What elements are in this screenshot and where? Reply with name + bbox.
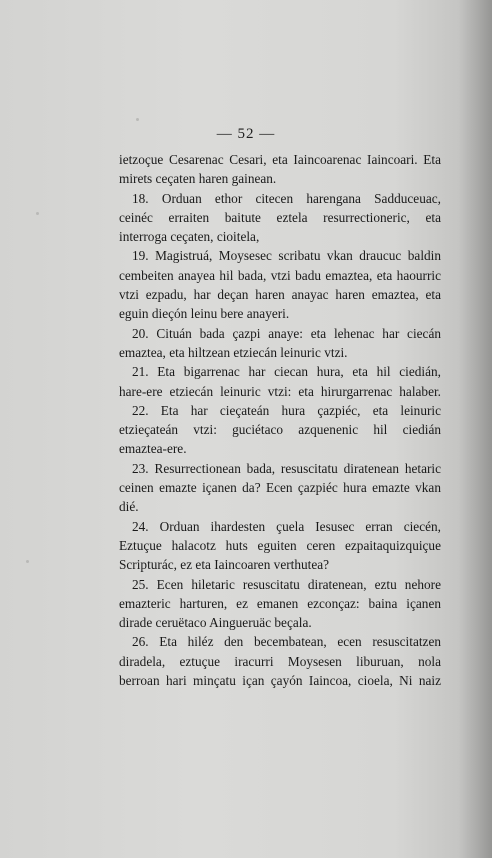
page-number: — 52 —	[216, 126, 276, 142]
text-line: emaztea, eta hiltzean etziecán leinuric vtzi.	[119, 344, 348, 360]
text-line: eguin dieçón leinu bere anayeri.	[119, 306, 290, 322]
text-line: hare-ere etziecán leinuric vtzi: eta hirurgarrenac halaber.	[119, 383, 441, 399]
verse-20-start: 20. Cituán bada çazpi anaye: eta lehenac har ciecán	[132, 325, 441, 341]
text-line: dirade ceruëtaco Aingueruäc beçala.	[119, 615, 312, 631]
verse-25-start: 25. Ecen hiletaric resuscitatu diratenean, eztu nehore	[132, 576, 441, 592]
paper-speck	[26, 560, 29, 563]
text-line: ceinen emazte içanen da? Ecen çazpiéc hura emazte vkan	[119, 480, 441, 496]
verse-21-start: 21. Eta bigarrenac har ciecan hura, eta hil ciedián,	[132, 364, 441, 380]
text-line: ceinéc erraiten baitute eztela resurrectioneric, eta	[119, 209, 441, 225]
verse-18-start: 18. Orduan ethor citecen harengana Sadduceuac,	[132, 190, 441, 206]
verse-23-start: 23. Resurrectionean bada, resuscitatu diratenean hetaric	[132, 460, 441, 476]
text-line: berroan hari minçatu içan çayón Iaincoa, cioela, Ni naiz	[119, 673, 441, 689]
text-line: interroga ceçaten, cioitela,	[119, 229, 260, 245]
text-line: Eztuçue halacotz huts eguiten ceren ezpaitaquizquiçue	[119, 537, 441, 553]
text-line: diradela, eztuçue iracurri Moysesen liburuan, nola	[119, 653, 441, 669]
verse-22-start: 22. Eta har cieçateán hura çazpiéc, eta leinuric	[132, 402, 441, 418]
text-line: etzieçateán vtzi: guciétaco azquenenic hil ciedián	[119, 422, 441, 438]
text-line: mirets ceçaten haren gainean.	[119, 171, 277, 187]
verse-19-start: 19. Magistruá, Moysesec scribatu vkan draucuc baldin	[132, 248, 441, 264]
text-line: Scripturác, ez eta Iaincoaren verthutea?	[119, 557, 330, 573]
text-line: emazteric harturen, ez emanen ezconçaz: baina içanen	[119, 595, 441, 611]
verse-26-start: 26. Eta hiléz den becembatean, ecen resuscitatzen	[132, 634, 441, 650]
text-line: cembeiten anayea hil bada, vtzi badu emaztea, eta haourric	[119, 267, 441, 283]
text-line: vtzi ezpadu, har deçan haren anayac haren emaztea, eta	[119, 287, 441, 303]
paper-speck	[136, 118, 139, 121]
text-line: ietzoçue Cesarenac Cesari, eta Iaincoarenac Iaincoari. Eta	[119, 152, 441, 167]
page-text	[119, 150, 441, 690]
paper-speck	[36, 212, 39, 215]
text-line: emaztea-ere.	[119, 441, 187, 457]
text-line: dié.	[119, 499, 139, 515]
verse-24-start: 24. Orduan ihardesten çuela Iesusec erran ciecén,	[132, 518, 441, 534]
